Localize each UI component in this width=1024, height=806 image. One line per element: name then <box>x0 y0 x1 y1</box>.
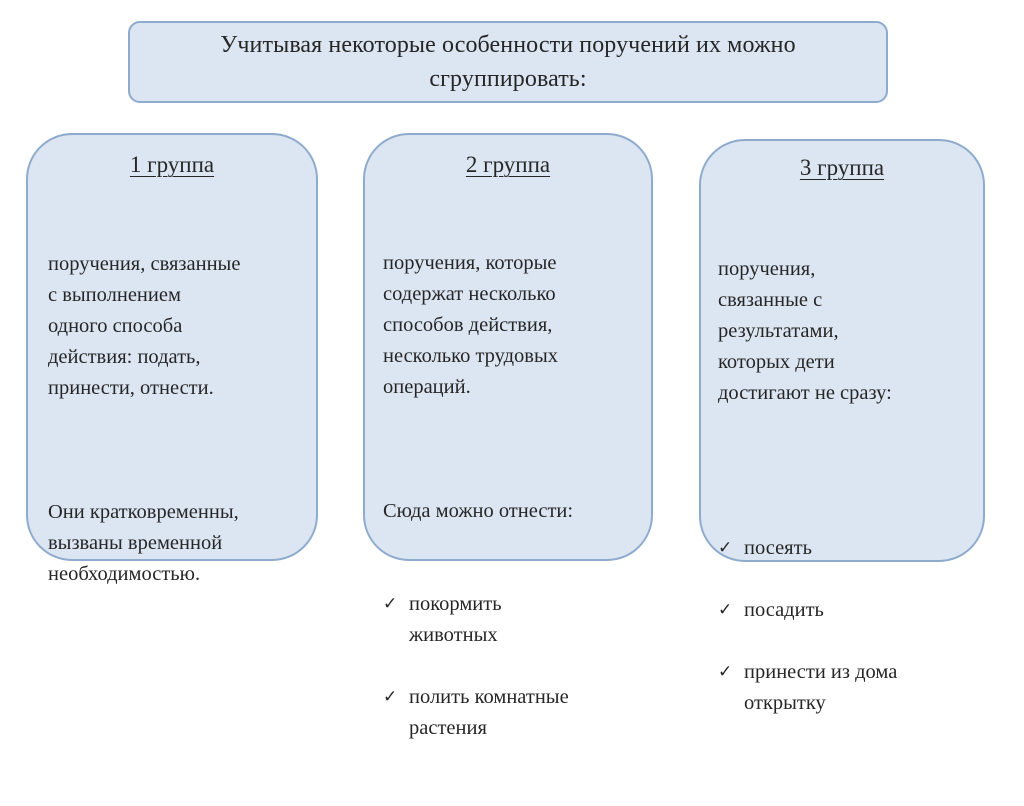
list-item <box>718 595 980 626</box>
list-item <box>718 657 980 719</box>
list-item <box>383 589 645 651</box>
group-checklist-3 <box>718 502 980 750</box>
group-note-2: Сюда можно отнести: <box>383 500 574 522</box>
list-item-text: покормить животных <box>409 593 502 646</box>
list-item-text: принести из дома открытку <box>744 661 898 714</box>
group-title-3: 3 группа <box>799 155 885 180</box>
check-icon: ✓ <box>383 594 398 614</box>
group-note-1: Они кратковременны, вызваны временной необходимостью. <box>48 501 239 585</box>
group-description-3: поручения, связанные с результатами, которых дети достигают не сразу: <box>718 258 892 404</box>
list-item-text: полить комнатные растения <box>409 686 569 739</box>
header-box <box>128 21 888 103</box>
group-card-3 <box>699 139 985 714</box>
list-item-text: посадить <box>744 599 824 621</box>
check-icon: ✓ <box>383 687 398 707</box>
group-description-1: поручения, связанные с выполнением одного способа действия: подать, принести, отнести. <box>48 253 241 399</box>
list-item <box>383 682 645 744</box>
group-title-1: 1 группа <box>129 152 215 177</box>
list-item <box>718 533 980 564</box>
check-icon: ✓ <box>718 538 733 558</box>
group-checklist-2 <box>383 558 645 775</box>
group-body-2 <box>383 217 645 806</box>
group-body-1 <box>48 218 316 621</box>
header-title: Учитывая некоторые особенности поручений их можно сгруппировать: <box>220 32 796 92</box>
group-description-2: поручения, которые содержат несколько способов действия, несколько трудовых операций. <box>383 252 558 398</box>
list-item-text: посеять <box>744 537 812 559</box>
check-icon: ✓ <box>718 662 733 682</box>
group-body-3 <box>718 223 980 781</box>
group-card-2 <box>363 133 653 739</box>
group-card-1 <box>26 133 318 585</box>
check-icon: ✓ <box>718 600 733 620</box>
group-title-2: 2 группа <box>465 152 551 177</box>
